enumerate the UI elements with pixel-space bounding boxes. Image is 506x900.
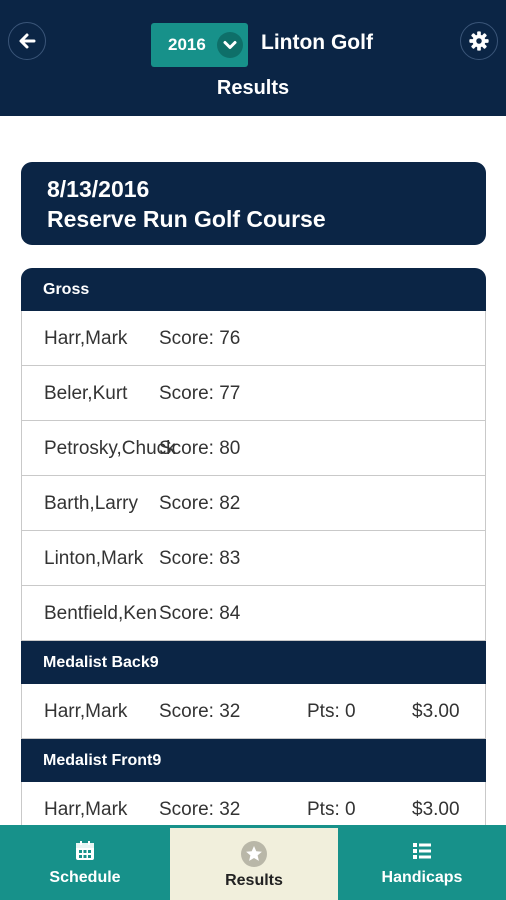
tab-results[interactable] — [170, 825, 338, 900]
player-points: Pts: 0 — [307, 799, 356, 820]
year-select-value: 2016 — [168, 35, 206, 54]
player-score: Score: 84 — [159, 603, 241, 624]
page-title: Results — [216, 77, 290, 99]
player-amount: $3.00 — [412, 799, 460, 820]
player-score: Score: 32 — [159, 799, 241, 820]
result-row[interactable] — [21, 476, 486, 531]
player-name: Bentfield,Ken — [44, 603, 158, 624]
results-list[interactable] — [21, 268, 486, 848]
player-name: Linton,Mark — [44, 548, 144, 569]
app-title: Linton Golf — [261, 31, 373, 54]
star-icon — [240, 842, 268, 866]
gear-icon — [468, 30, 490, 52]
player-score: Score: 80 — [159, 438, 241, 459]
player-score: Score: 77 — [159, 383, 241, 404]
result-row[interactable] — [21, 311, 486, 366]
event-course: Reserve Run Golf Course — [47, 206, 326, 232]
list-icon — [411, 839, 433, 863]
arrow-left-icon — [17, 31, 37, 51]
player-name: Harr,Mark — [44, 328, 128, 349]
section-header-gross: Gross — [21, 268, 486, 311]
player-points: Pts: 0 — [307, 701, 356, 722]
result-row[interactable] — [21, 531, 486, 586]
player-amount: $3.00 — [412, 701, 460, 722]
result-row[interactable] — [21, 586, 486, 641]
tab-handicaps-label: Handicaps — [381, 869, 463, 886]
player-score: Score: 83 — [159, 548, 241, 569]
player-score: Score: 76 — [159, 328, 241, 349]
calendar-icon — [74, 839, 96, 863]
result-row[interactable] — [21, 421, 486, 476]
tab-handicaps[interactable] — [338, 825, 506, 900]
result-row[interactable] — [21, 684, 486, 739]
result-row[interactable] — [21, 366, 486, 421]
back-button[interactable] — [8, 22, 46, 60]
event-date: 8/13/2016 — [47, 176, 150, 202]
player-name: Harr,Mark — [44, 799, 128, 820]
player-name: Barth,Larry — [44, 493, 138, 514]
section-header-medalist-front9: Medalist Front9 — [21, 739, 486, 782]
player-name: Harr,Mark — [44, 701, 128, 722]
section-header-medalist-back9: Medalist Back9 — [21, 641, 486, 684]
tab-schedule[interactable] — [0, 825, 170, 900]
settings-button[interactable] — [460, 22, 498, 60]
player-score: Score: 82 — [159, 493, 241, 514]
tab-results-label: Results — [225, 872, 283, 889]
event-card — [21, 162, 486, 245]
player-name: Beler,Kurt — [44, 383, 128, 404]
year-select[interactable] — [151, 23, 248, 67]
chevron-down-icon — [217, 32, 243, 58]
app-header — [0, 0, 506, 116]
player-name: Petrosky,Chuck — [44, 438, 176, 459]
player-score: Score: 32 — [159, 701, 241, 722]
tab-schedule-label: Schedule — [49, 869, 121, 886]
bottom-tab-bar — [0, 825, 506, 900]
